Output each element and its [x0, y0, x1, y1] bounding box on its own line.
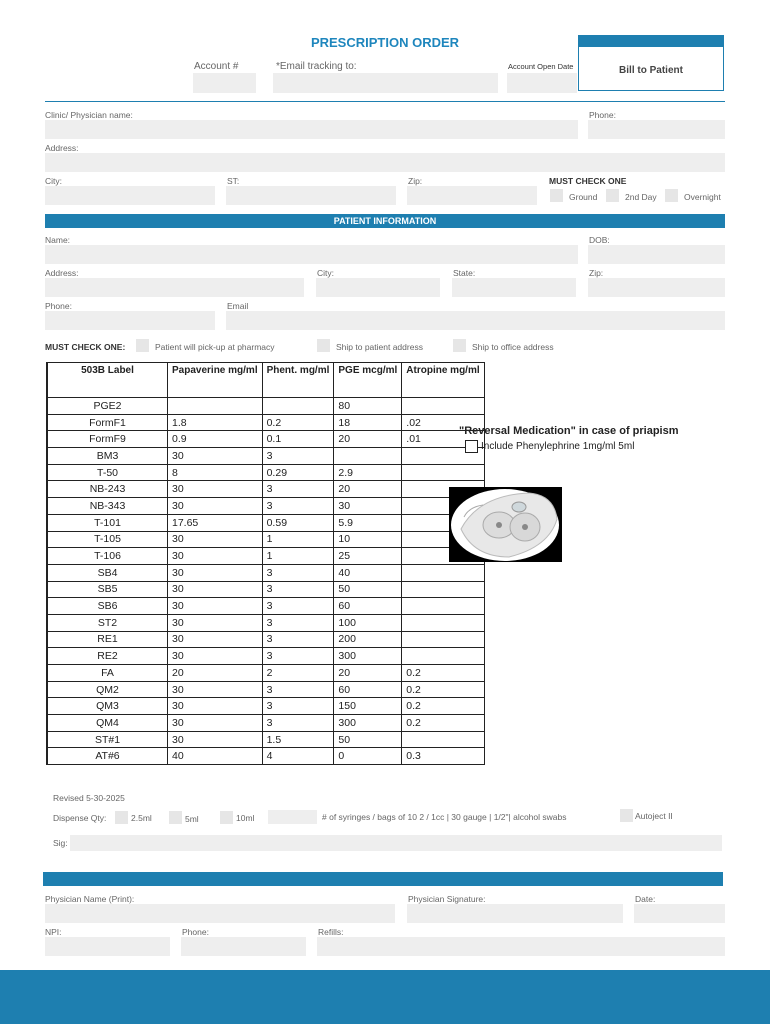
cell-papaverine: 30 [168, 498, 263, 515]
physician-name-label: Clinic/ Physician name: [45, 110, 133, 120]
syringes-label: # of syringes / bags of 10 2 / 1cc | 30 gauge | 1/2"| alcohol swabs [322, 812, 567, 822]
physician-print-label: Physician Name (Print): [45, 894, 135, 904]
patient-info-title: PATIENT INFORMATION [333, 216, 437, 226]
dob-label: DOB: [589, 235, 610, 245]
header-papaverine: Papaverine mg/ml [168, 363, 263, 398]
table-row [47, 498, 485, 515]
cell-pge: 25 [334, 548, 402, 565]
cell-atropine [402, 598, 484, 615]
overnight-label: Overnight [684, 192, 721, 202]
cell-papaverine: 30 [168, 598, 263, 615]
dispense-qty-label: Dispense Qty: [53, 813, 107, 823]
cell-papaverine: 20 [168, 665, 263, 682]
open-date-label: Account Open Date [508, 62, 574, 71]
table-row [47, 531, 485, 548]
cell-pge: 50 [334, 731, 402, 748]
cell-phent: 3 [262, 448, 334, 465]
cell-label: T-50 [48, 464, 168, 481]
cell-label: SB4 [48, 564, 168, 581]
qty-5ml-label: 5ml [185, 814, 199, 824]
refills-field[interactable] [317, 937, 725, 956]
ship-patient-label: Ship to patient address [336, 342, 423, 352]
cell-atropine [402, 614, 484, 631]
cell-label: RE1 [48, 631, 168, 648]
cell-pge: 18 [334, 414, 402, 431]
cell-phent: 3 [262, 631, 334, 648]
cell-phent: 3 [262, 715, 334, 732]
pickup-checkbox[interactable] [136, 339, 149, 352]
cell-pge: 300 [334, 648, 402, 665]
physician-signature-label: Physician Signature: [408, 894, 486, 904]
footer-bar [0, 970, 770, 1024]
physician-phone-label: Phone: [182, 927, 209, 937]
cell-phent: 3 [262, 498, 334, 515]
table-row [47, 665, 485, 682]
second-day-label: 2nd Day [625, 192, 657, 202]
patient-email-field[interactable] [226, 311, 725, 330]
patient-name-field[interactable] [45, 245, 578, 264]
clinic-zip-label: Zip: [408, 176, 423, 186]
table-row [47, 514, 485, 531]
ship-office-label: Ship to office address [472, 342, 554, 352]
cell-atropine: .02 [402, 414, 484, 431]
cell-phent: 3 [262, 481, 334, 498]
cell-phent: 3 [262, 598, 334, 615]
open-date-field[interactable] [507, 73, 577, 93]
dob-field[interactable] [588, 245, 725, 264]
cell-papaverine: 30 [168, 548, 263, 565]
cell-pge: 300 [334, 715, 402, 732]
cell-label: NB-343 [48, 498, 168, 515]
patient-state-label: State: [453, 268, 476, 278]
table-row [47, 464, 485, 481]
cell-phent: 0.59 [262, 514, 334, 531]
cell-atropine [402, 648, 484, 665]
clinic-city-field[interactable] [45, 186, 215, 205]
cell-pge: 30 [334, 498, 402, 515]
cell-pge: 0 [334, 748, 402, 765]
cell-papaverine: 30 [168, 648, 263, 665]
header-divider [45, 101, 725, 102]
table-row [47, 548, 485, 565]
cell-label: AT#6 [48, 748, 168, 765]
revised-date: Revised 5-30-2025 [53, 793, 125, 803]
patient-address-field[interactable] [45, 278, 304, 297]
syringes-count-field[interactable] [268, 810, 317, 824]
table-row [47, 564, 485, 581]
qty-5ml-checkbox[interactable] [169, 811, 182, 824]
cell-phent: 3 [262, 698, 334, 715]
cell-phent: 4 [262, 748, 334, 765]
cell-phent: 3 [262, 681, 334, 698]
cell-label: QM2 [48, 681, 168, 698]
cell-phent: 3 [262, 564, 334, 581]
table-row [47, 398, 485, 415]
table-row [47, 648, 485, 665]
ground-label: Ground [569, 192, 598, 202]
clinic-phone-field[interactable] [588, 120, 725, 139]
cell-phent: 0.2 [262, 414, 334, 431]
cell-atropine: 0.2 [402, 681, 484, 698]
shipping-must-check-label: MUST CHECK ONE [549, 176, 627, 186]
cell-phent: 3 [262, 614, 334, 631]
table-row [47, 698, 485, 715]
table-row [47, 715, 485, 732]
bill-to-patient-box[interactable] [578, 35, 724, 91]
email-tracking-field[interactable] [273, 73, 498, 93]
cell-pge: 20 [334, 481, 402, 498]
bill-box-header [579, 36, 723, 47]
sig-label: Sig: [53, 838, 68, 848]
cell-atropine: 0.2 [402, 715, 484, 732]
delivery-must-check-label: MUST CHECK ONE: [45, 342, 126, 352]
cell-papaverine: 30 [168, 698, 263, 715]
cell-papaverine: 30 [168, 681, 263, 698]
cell-phent: 1.5 [262, 731, 334, 748]
pickup-label: Patient will pick-up at pharmacy [155, 342, 275, 352]
cell-label: T-101 [48, 514, 168, 531]
qty-10ml-checkbox[interactable] [220, 811, 233, 824]
cell-pge: 80 [334, 398, 402, 415]
table-row [47, 748, 485, 765]
patient-zip-field[interactable] [588, 278, 725, 297]
cell-label: T-106 [48, 548, 168, 565]
cell-pge: 10 [334, 531, 402, 548]
cell-phent: 3 [262, 648, 334, 665]
cell-papaverine [168, 398, 263, 415]
cell-label: RE2 [48, 648, 168, 665]
table-row [47, 448, 485, 465]
cell-pge: 150 [334, 698, 402, 715]
bill-to-patient-label: Bill to Patient [619, 65, 683, 76]
cell-label: T-105 [48, 531, 168, 548]
clinic-address-field[interactable] [45, 153, 725, 172]
qty-10ml-label: 10ml [236, 813, 255, 823]
cell-label: ST2 [48, 614, 168, 631]
table-row [47, 731, 485, 748]
cell-pge: 2.9 [334, 464, 402, 481]
cell-atropine: 0.3 [402, 748, 484, 765]
clinic-zip-field[interactable] [407, 186, 537, 205]
cell-atropine [402, 581, 484, 598]
physician-print-field[interactable] [45, 904, 395, 923]
phenylephrine-checkbox[interactable] [465, 440, 478, 453]
patient-phone-field[interactable] [45, 311, 215, 330]
cell-pge: 5.9 [334, 514, 402, 531]
physician-signature-field[interactable] [407, 904, 623, 923]
cell-pge: 20 [334, 431, 402, 448]
table-row [47, 681, 485, 698]
table-header-row [47, 363, 485, 398]
refills-label: Refills: [318, 927, 344, 937]
cell-label: QM4 [48, 715, 168, 732]
overnight-checkbox[interactable] [665, 189, 678, 202]
patient-state-field[interactable] [452, 278, 576, 297]
cell-label: ST#1 [48, 731, 168, 748]
date-label: Date: [635, 894, 656, 904]
table-row [47, 414, 485, 431]
cell-phent: 3 [262, 581, 334, 598]
account-field[interactable] [193, 73, 256, 93]
cell-papaverine: 30 [168, 715, 263, 732]
table-row [47, 581, 485, 598]
cell-atropine [402, 564, 484, 581]
header-pge: PGE mcg/ml [334, 363, 402, 398]
cell-atropine [402, 464, 484, 481]
sig-field[interactable] [70, 835, 722, 851]
physician-phone-field[interactable] [181, 937, 306, 956]
cell-pge [334, 448, 402, 465]
cell-pge: 40 [334, 564, 402, 581]
patient-city-label: City: [317, 268, 334, 278]
npi-label: NPI: [45, 927, 62, 937]
cell-papaverine: 30 [168, 731, 263, 748]
clinic-st-label: ST: [227, 176, 240, 186]
cell-label: PGE2 [48, 398, 168, 415]
cell-label: SB6 [48, 598, 168, 615]
phenylephrine-label: Include Phenylephrine 1mg/ml 5ml [481, 441, 635, 452]
patient-city-field[interactable] [316, 278, 440, 297]
cell-papaverine: 30 [168, 448, 263, 465]
cell-phent: 1 [262, 531, 334, 548]
cell-label: FormF9 [48, 431, 168, 448]
clinic-st-field[interactable] [226, 186, 396, 205]
account-label: Account # [194, 61, 239, 72]
cell-papaverine: 30 [168, 631, 263, 648]
form-title: PRESCRIPTION ORDER [310, 35, 460, 50]
cell-pge: 100 [334, 614, 402, 631]
patient-address-label: Address: [45, 268, 79, 278]
cell-phent: 1 [262, 548, 334, 565]
cell-label: QM3 [48, 698, 168, 715]
cell-phent [262, 398, 334, 415]
patient-phone-label: Phone: [45, 301, 72, 311]
npi-field[interactable] [45, 937, 170, 956]
table-row [47, 631, 485, 648]
cell-pge: 200 [334, 631, 402, 648]
patient-email-label: Email [227, 301, 249, 311]
physician-name-field[interactable] [45, 120, 578, 139]
cell-papaverine: 30 [168, 531, 263, 548]
clinic-phone-label: Phone: [589, 110, 616, 120]
patient-name-label: Name: [45, 235, 71, 245]
header-atropine: Atropine mg/ml [402, 363, 484, 398]
autoject-checkbox[interactable] [620, 809, 633, 822]
cell-pge: 60 [334, 681, 402, 698]
qty-2-5ml-label: 2.5ml [131, 813, 152, 823]
cell-pge: 20 [334, 665, 402, 682]
cell-papaverine: 40 [168, 748, 263, 765]
patient-zip-label: Zip: [589, 268, 604, 278]
cell-label: NB-243 [48, 481, 168, 498]
cell-phent: 2 [262, 665, 334, 682]
qty-2-5ml-checkbox[interactable] [115, 811, 128, 824]
cell-papaverine: 30 [168, 614, 263, 631]
physician-bar [43, 872, 723, 886]
cell-atropine [402, 398, 484, 415]
ground-checkbox[interactable] [550, 189, 563, 202]
cell-papaverine: 30 [168, 564, 263, 581]
table-row [47, 431, 485, 448]
ship-patient-checkbox[interactable] [317, 339, 330, 352]
cell-pge: 60 [334, 598, 402, 615]
cell-papaverine: 17.65 [168, 514, 263, 531]
header-phent: Phent. mg/ml [262, 363, 334, 398]
autoject-label: Autoject II [635, 811, 673, 821]
table-row [47, 598, 485, 615]
cell-label: FA [48, 665, 168, 682]
second-day-checkbox[interactable] [606, 189, 619, 202]
ship-office-checkbox[interactable] [453, 339, 466, 352]
cell-papaverine: 0.9 [168, 431, 263, 448]
anatomy-illustration [449, 487, 562, 562]
header-label: 503B Label [48, 363, 168, 398]
cell-atropine [402, 631, 484, 648]
cell-atropine: 0.2 [402, 698, 484, 715]
clinic-city-label: City: [45, 176, 62, 186]
table-row [47, 614, 485, 631]
cell-label: SB5 [48, 581, 168, 598]
cell-pge: 50 [334, 581, 402, 598]
cell-label: BM3 [48, 448, 168, 465]
date-field[interactable] [634, 904, 725, 923]
medication-table [46, 362, 485, 765]
cell-papaverine: 8 [168, 464, 263, 481]
cell-label: FormF1 [48, 414, 168, 431]
cell-papaverine: 30 [168, 581, 263, 598]
email-tracking-label: *Email tracking to: [276, 61, 357, 72]
cell-papaverine: 30 [168, 481, 263, 498]
cell-phent: 0.29 [262, 464, 334, 481]
cell-atropine [402, 731, 484, 748]
reversal-title: "Reversal Medication" in case of priapism [459, 425, 679, 437]
table-row [47, 481, 485, 498]
cell-phent: 0.1 [262, 431, 334, 448]
cell-atropine: 0.2 [402, 665, 484, 682]
clinic-address-label: Address: [45, 143, 79, 153]
cell-atropine: .01 [402, 431, 484, 448]
cell-papaverine: 1.8 [168, 414, 263, 431]
